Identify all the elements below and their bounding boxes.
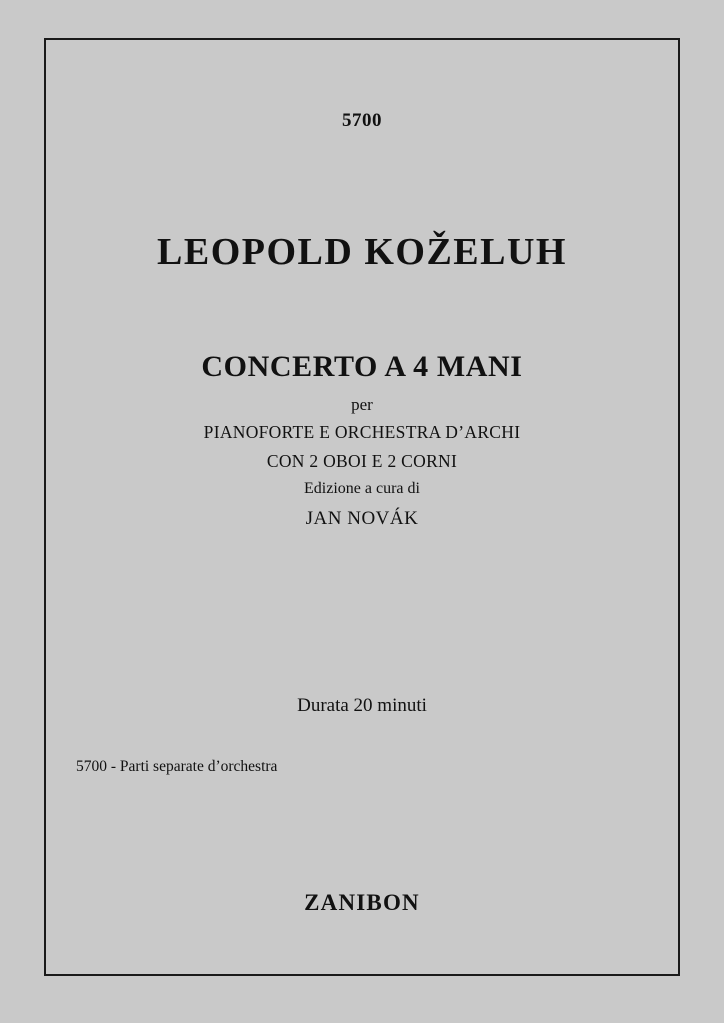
instrumentation-line-2: CON 2 OBOI E 2 CORNI [266, 451, 458, 471]
sheet-music-cover-page [44, 38, 680, 976]
instrumentation-line-1: PIANOFORTE E ORCHESTRA D’ARCHI [203, 422, 521, 442]
duration-note: Durata 20 minuti [297, 695, 427, 716]
cover-content [46, 40, 678, 974]
editor-name: JAN NOVÁK [305, 508, 419, 529]
work-title: CONCERTO A 4 MANI [201, 350, 523, 383]
per-label: per [351, 395, 373, 414]
composer-name: LEOPOLD KOŽELUH [157, 231, 567, 273]
publisher-name: ZANIBON [304, 890, 420, 915]
edition-credit-label: Edizione a cura di [304, 480, 420, 497]
parts-note: 5700 - Parti separate d’orchestra [76, 758, 278, 775]
catalog-number: 5700 [342, 110, 382, 131]
